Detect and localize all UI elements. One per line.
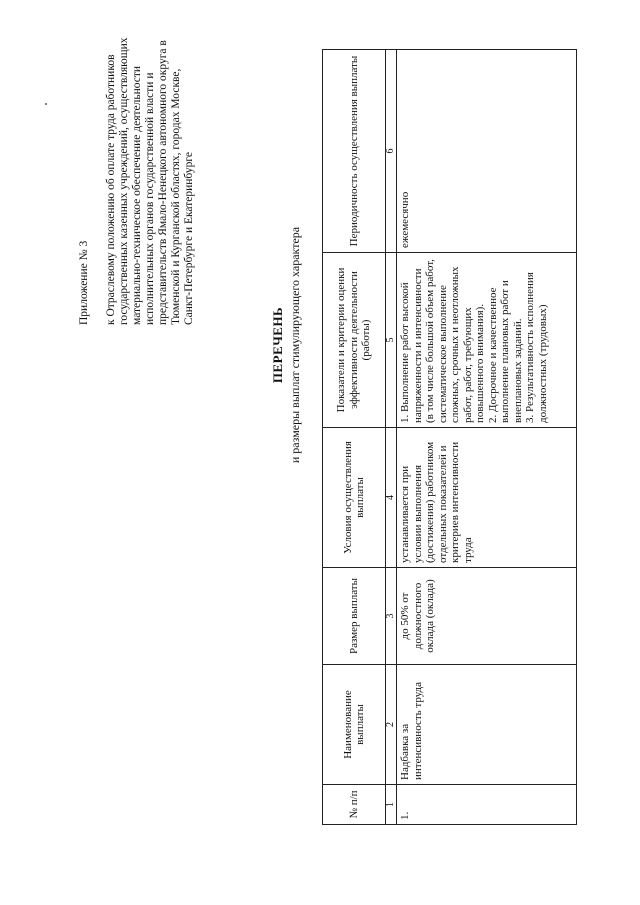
- column-number: 6: [386, 50, 397, 253]
- appendix-note: [78, 35, 196, 325]
- column-number-row: [386, 50, 397, 825]
- header-criteria: Показатели и критерии оценки эффективности деятельности (работы): [323, 253, 386, 428]
- scan-speck: [45, 103, 47, 105]
- row-criteria: [397, 253, 577, 428]
- appendix-title: Приложение № 3: [78, 240, 90, 325]
- document-title: ПЕРЕЧЕНЬ: [270, 306, 285, 384]
- header-name: Наименование выплаты: [323, 665, 386, 785]
- criteria-item: 1. Выполнение работ высокой напряженности и интенсивности (в том числе большой объем работ, систематическое выполнение сложных, срочных и неотложных работ, работ, требующих повышенного внимания).: [399, 259, 486, 423]
- payments-table: [322, 49, 577, 825]
- column-number: 4: [386, 428, 397, 568]
- document-heading: [270, 0, 303, 905]
- row-period: ежемесячно: [397, 50, 577, 253]
- row-size: до 50% от должностного оклада (оклада): [397, 568, 577, 665]
- header-conditions: Условия осуществления выплаты: [323, 428, 386, 568]
- header-period: Периодичность осуществления выплаты: [323, 50, 386, 253]
- header-size: Размер выплаты: [323, 568, 386, 665]
- criteria-item: 3. Результативность исполнения должностных (трудовых): [524, 272, 549, 423]
- column-number: 3: [386, 568, 397, 665]
- column-number: 1: [386, 785, 397, 825]
- appendix-text: к Отраслевому положению об оплате труда работников государственных казенных учреждений, осуществляющих материально-техническое обеспечение деятельности исполнительных органов государственной власти и представительств Ямало-Ненецкого автономного округа в Тюменской и Курганской областях, городах Москве, Санкт-Петербурге и Екатеринбурге: [105, 37, 195, 325]
- column-number: 2: [386, 665, 397, 785]
- table-row: [397, 50, 577, 825]
- table-header-row: [323, 50, 386, 825]
- document-subtitle: и размеры выплат стимулирующего характера: [288, 226, 302, 464]
- criteria-item: 2. Досрочное и качественное выполнение плановых работ и внеплановых заданий.: [486, 280, 524, 423]
- row-num: 1.: [397, 785, 577, 825]
- row-name: Надбавка за интенсивность труда: [397, 665, 577, 785]
- header-num: № п/п: [323, 785, 386, 825]
- row-conditions: устанавливается при условии выполнения (достижения) работником отдельных показателей и критериев интенсивности труда: [397, 428, 577, 568]
- column-number: 5: [386, 253, 397, 428]
